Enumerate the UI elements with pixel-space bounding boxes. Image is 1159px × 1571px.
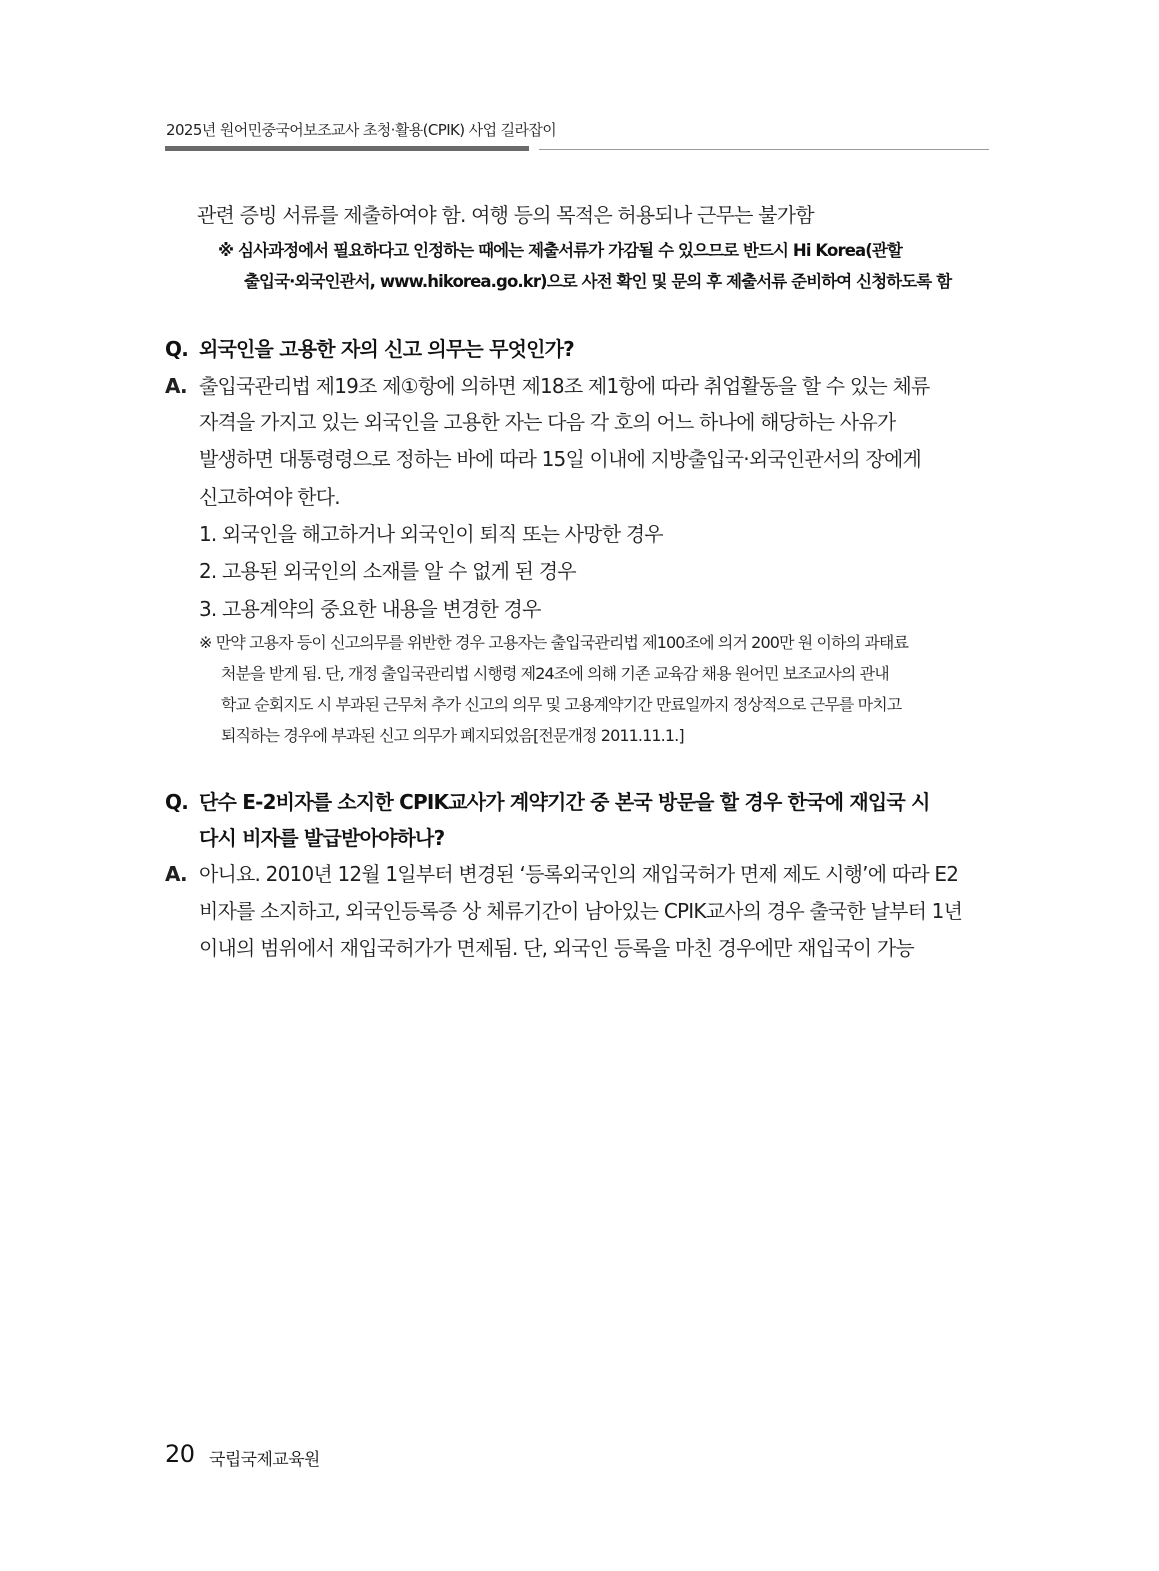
list-item: 2. 고용된 외국인의 소재를 알 수 없게 된 경우 [199, 559, 576, 583]
intro-line: 관련 증빙 서류를 제출하여야 함. 여행 등의 목적은 허용되나 근무는 불가함 [197, 203, 814, 227]
question-label: Q. [165, 337, 188, 361]
intro-note-line-2: 출입국·외국인관서, www.hikorea.go.kr)으로 사전 확인 및 문의 후 제출서류 준비하여 신청하도록 함 [244, 272, 952, 291]
question-2-line-1 [165, 786, 930, 815]
question-2-line-2: 다시 비자를 발급받아야하나? [199, 826, 445, 850]
note-line-4: 퇴직하는 경우에 부과된 신고 의무가 폐지되었음[전문개정 2011.11.1.] [221, 726, 684, 745]
answer-1-line-2: 자격을 가지고 있는 외국인을 고용한 자는 다음 각 호의 어느 하나에 해당하는 사유가 [199, 410, 896, 434]
note-line-1: ※ 만약 고용자 등이 신고의무를 위반한 경우 고용자는 출입국관리법 제100조에 의거 200만 원 이하의 과태료 [199, 633, 909, 652]
question-label: Q. [165, 790, 188, 814]
note-line-3: 학교 순회지도 시 부과된 근무처 추가 신고의 의무 및 고용계약기간 만료일까지 정상적으로 근무를 마치고 [221, 695, 902, 714]
answer-2-line-2: 비자를 소지하고, 외국인등록증 상 체류기간이 남아있는 CPIK교사의 경우 출국한 날부터 1년 [199, 899, 963, 923]
footer-organization: 국립국제교육원 [209, 1450, 320, 1470]
question-1 [165, 333, 574, 362]
header-rule-thin [539, 149, 989, 150]
note-line-2: 처분을 받게 됨. 단, 개정 출입국관리법 시행령 제24조에 의해 기존 교육감 채용 원어민 보조교사의 관내 [221, 664, 889, 683]
answer-text: 아니요. 2010년 12월 1일부터 변경된 ‘등록외국인의 재입국허가 면제 제도 시행’에 따라 E2 [199, 862, 959, 886]
list-item: 3. 고용계약의 중요한 내용을 변경한 경우 [199, 597, 541, 621]
answer-1-line-3: 발생하면 대통령령으로 정하는 바에 따라 15일 이내에 지방출입국·외국인관서의 장에게 [199, 447, 922, 471]
question-text: 단수 E-2비자를 소지한 CPIK교사가 계약기간 중 본국 방문을 할 경우 한국에 재입국 시 [199, 790, 930, 814]
answer-2-line-3: 이내의 범위에서 재입국허가가 면제됨. 단, 외국인 등록을 마친 경우에만 재입국이 가능 [199, 936, 914, 960]
answer-1-line-1 [165, 370, 930, 399]
list-item: 1. 외국인을 해고하거나 외국인이 퇴직 또는 사망한 경우 [199, 522, 663, 546]
intro-note-line-1: ※ 심사과정에서 필요하다고 인정하는 때에는 제출서류가 가감될 수 있으므로 반드시 Hi Korea(관할 [218, 241, 902, 260]
answer-2-line-1 [165, 858, 958, 887]
header-title: 2025년 원어민중국어보조교사 초청·활용(CPIK) 사업 길라잡이 [166, 121, 557, 139]
page-number: 20 [165, 1440, 195, 1468]
answer-text: 출입국관리법 제19조 제①항에 의하면 제18조 제1항에 따라 취업활동을 할 수 있는 체류 [199, 374, 930, 398]
answer-label: A. [165, 862, 187, 886]
answer-1-line-4: 신고하여야 한다. [199, 485, 340, 509]
header-rule-thick [165, 146, 529, 151]
question-text: 외국인을 고용한 자의 신고 의무는 무엇인가? [199, 337, 574, 361]
answer-label: A. [165, 374, 187, 398]
